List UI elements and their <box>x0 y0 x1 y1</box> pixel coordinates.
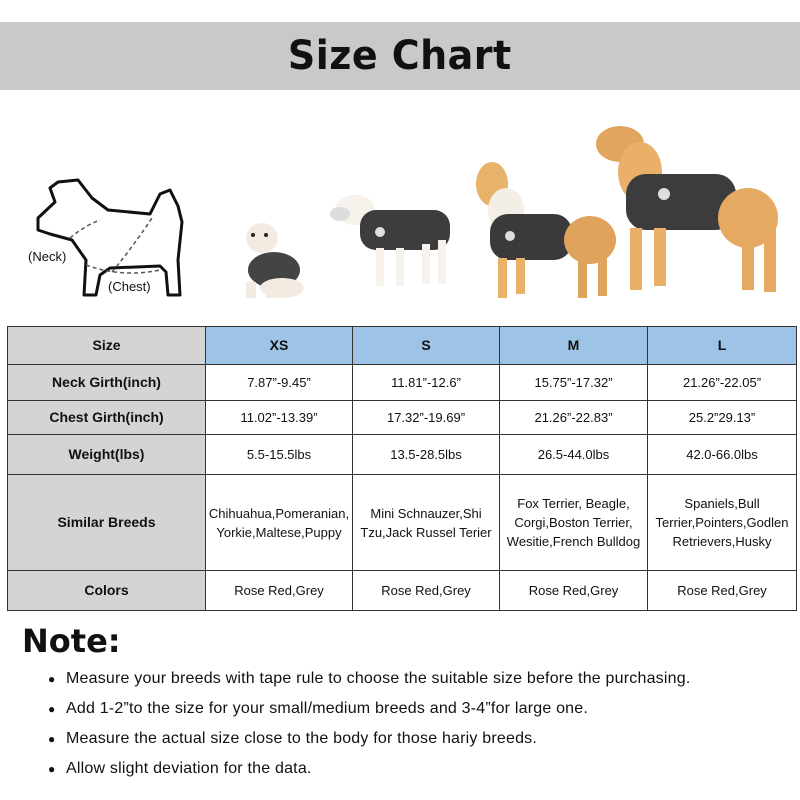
table-cell: Chihuahua,Pomeranian, Yorkie,Maltese,Puppy <box>206 475 353 571</box>
note-text: Measure the actual size close to the body for those hariy breeds. <box>66 730 538 747</box>
table-cell: 15.75”-17.32” <box>500 365 648 401</box>
table-cell: 13.5-28.5lbs <box>353 435 500 475</box>
size-xs: XS <box>206 327 353 365</box>
dog-xs-icon <box>246 223 304 298</box>
list-item <box>48 664 788 694</box>
list-item <box>48 754 788 784</box>
list-item <box>48 694 788 724</box>
table-cell: Spaniels,Bull Terrier,Pointers,Godlen Retrievers,Husky <box>648 475 797 571</box>
table-cell: 11.02”-13.39” <box>206 401 353 435</box>
table-cell: 25.2”29.13” <box>648 401 797 435</box>
table-row <box>8 475 797 571</box>
dog-m-icon <box>476 162 616 298</box>
table-cell: 21.26”-22.05” <box>648 365 797 401</box>
row-label: Weight(lbs) <box>8 435 206 475</box>
note-text: Allow slight deviation for the data. <box>66 760 312 777</box>
size-l: L <box>648 327 797 365</box>
table-cell: 21.26”-22.83” <box>500 401 648 435</box>
table-row <box>8 401 797 435</box>
table-cell: 17.32”-19.69” <box>353 401 500 435</box>
bullet-icon: ● <box>48 702 56 716</box>
table-header-row <box>8 327 797 365</box>
size-table <box>7 326 797 611</box>
title-bar <box>0 22 800 90</box>
table-row <box>8 571 797 611</box>
size-header: Size <box>8 327 206 365</box>
table-cell: 42.0-66.0lbs <box>648 435 797 475</box>
note-text: Measure your breeds with tape rule to choose the suitable size before the purchasing. <box>66 670 691 687</box>
table-cell: Mini Schnauzer,Shi Tzu,Jack Russel Terier <box>353 475 500 571</box>
dog-s-icon <box>330 195 450 286</box>
list-item <box>48 724 788 754</box>
dog-l-icon <box>596 126 778 292</box>
notes-list <box>48 664 788 784</box>
table-cell: Rose Red,Grey <box>206 571 353 611</box>
table-cell: 7.87”-9.45” <box>206 365 353 401</box>
bullet-icon: ● <box>48 672 56 686</box>
table-cell: Rose Red,Grey <box>353 571 500 611</box>
row-label: Chest Girth(inch) <box>8 401 206 435</box>
bullet-icon: ● <box>48 732 56 746</box>
measure-diagram-icon <box>38 180 182 295</box>
size-s: S <box>353 327 500 365</box>
row-label: Neck Girth(inch) <box>8 365 206 401</box>
chest-label: (Chest) <box>108 279 151 294</box>
note-text: Add 1-2”to the size for your small/medium breeds and 3-4”for large one. <box>66 700 589 717</box>
page-title: Size Chart <box>288 33 512 79</box>
row-label: Colors <box>8 571 206 611</box>
table-row <box>8 435 797 475</box>
row-label: Similar Breeds <box>8 475 206 571</box>
table-cell: 5.5-15.5lbs <box>206 435 353 475</box>
table-cell: 11.81”-12.6” <box>353 365 500 401</box>
table-cell: Rose Red,Grey <box>500 571 648 611</box>
table-cell: 26.5-44.0lbs <box>500 435 648 475</box>
table-row <box>8 365 797 401</box>
note-title: Note: <box>22 622 121 660</box>
bullet-icon: ● <box>48 762 56 776</box>
table-cell: Fox Terrier, Beagle, Corgi,Boston Terrier, Wesitie,French Bulldog <box>500 475 648 571</box>
size-m: M <box>500 327 648 365</box>
table-cell: Rose Red,Grey <box>648 571 797 611</box>
neck-label: (Neck) <box>28 249 67 264</box>
